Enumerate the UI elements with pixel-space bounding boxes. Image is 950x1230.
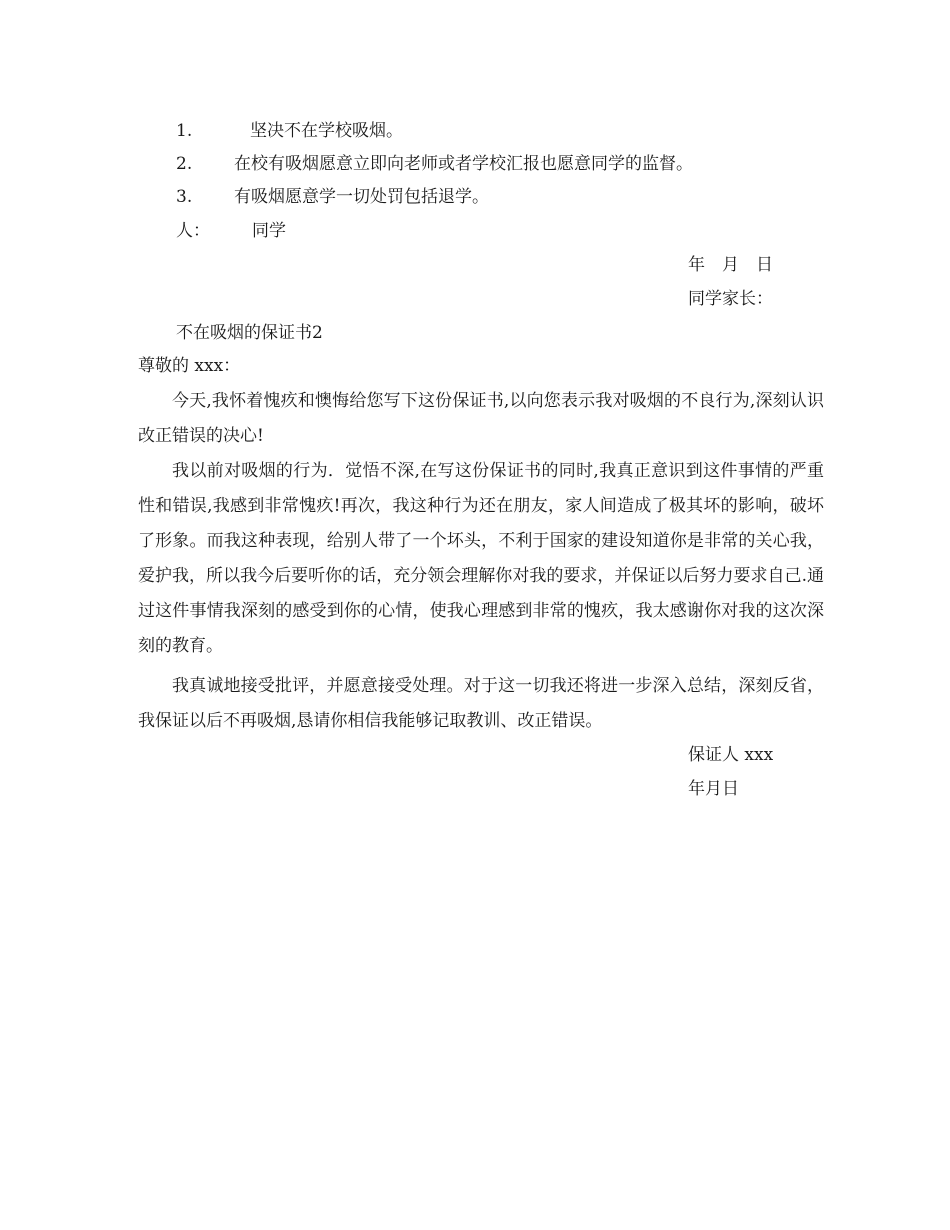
signer-value: 同学 bbox=[252, 221, 286, 241]
date-line-top: 年 月 日 bbox=[688, 255, 773, 275]
section-title: 不在吸烟的保证书2 bbox=[176, 323, 323, 343]
paragraph-3: 我真诚地接受批评，并愿意接受处理。对于这一切我还将进一步深入总结，深刻反省，我保证以后不再吸烟,恳请你相信我能够记取教训、改正错误。 bbox=[138, 676, 824, 731]
list-item-3 bbox=[176, 186, 489, 208]
date-line-bottom: 年月日 bbox=[688, 779, 739, 799]
list-text: 有吸烟愿意学一切处罚包括退学。 bbox=[234, 187, 489, 207]
paragraph-1: 今天,我怀着愧疚和懊悔给您写下这份保证书,以向您表示我对吸烟的不良行为,深刻认识改正错误的决心! bbox=[138, 391, 824, 446]
guarantor-signature: 保证人 xxx bbox=[688, 745, 774, 765]
list-item-2 bbox=[176, 153, 693, 175]
list-text: 在校有吸烟愿意立即向老师或者学校汇报也愿意同学的监督。 bbox=[234, 154, 693, 174]
list-item-1 bbox=[176, 120, 403, 142]
paragraph-2: 我以前对吸烟的行为．觉悟不深,在写这份保证书的同时,我真正意识到这件事情的严重性和错误,我感到非常愧疚!再次，我这种行为还在朋友，家人间造成了极其坏的影响，破坏了形象。而我这种表现，给别人带了一个坏头，不利于国家的建设知道你是非常的关心我，爱护我，所以我今后要听你的话，充分领会理解你对我的要求，并保证以后努力要求自己.通过这件事情我深刻的感受到你的心情，使我心理感到非常的愧疚，我太感谢你对我的这次深刻的教育。 bbox=[138, 461, 824, 656]
list-number: 2. bbox=[176, 154, 193, 174]
signer-line bbox=[176, 220, 286, 242]
parent-signature-label: 同学家长： bbox=[688, 289, 773, 309]
list-number: 1. bbox=[176, 121, 193, 141]
signer-label: 人： bbox=[176, 221, 210, 241]
salutation: 尊敬的 xxx： bbox=[138, 356, 241, 376]
list-number: 3. bbox=[176, 187, 193, 207]
list-text: 坚决不在学校吸烟。 bbox=[250, 121, 403, 141]
